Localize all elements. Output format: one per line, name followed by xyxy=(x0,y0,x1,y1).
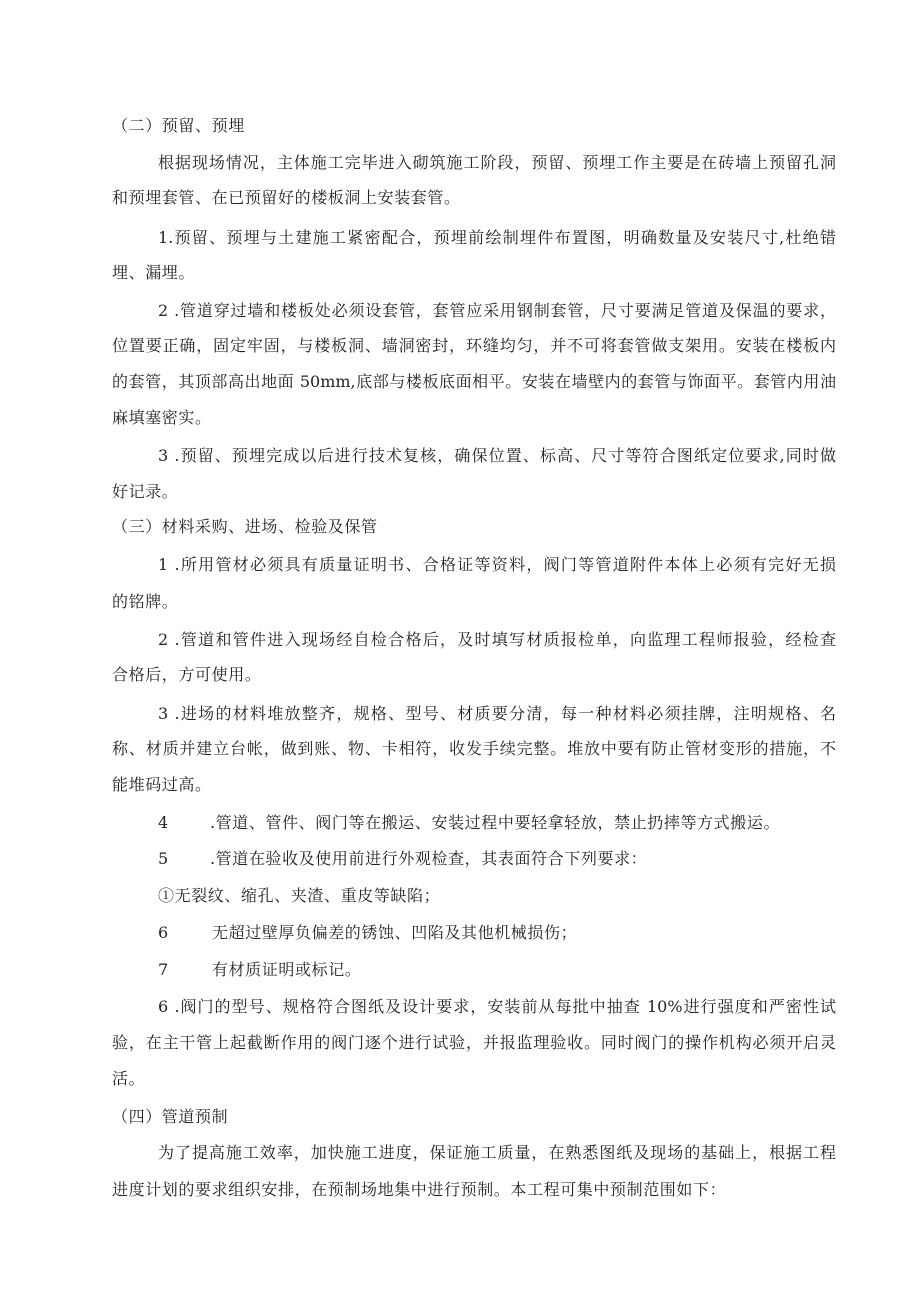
section-heading-4: （四）管道预制 xyxy=(112,1107,229,1126)
s3-requirement-3-text: 有材质证明或标记。 xyxy=(212,960,362,979)
s4-intro-line-2: 进度计划的要求组织安排，在预制场地集中进行预制。本工程可集中预制范围如下： xyxy=(112,1180,727,1199)
s4-intro-line-1: 为了提高施工效率，加快施工进度，保证施工质量，在熟悉图纸及现场的基础上，根据工程 xyxy=(158,1143,836,1162)
s2-item2-line-2: 位置要正确，固定牢固，与楼板洞、墙洞密封，环缝均匀，并不可将套管做支架用。安装在楼板内 xyxy=(112,336,836,355)
s3-requirement-2-number: 6 xyxy=(158,923,169,942)
s3-item6-line-3: 活。 xyxy=(112,1069,146,1088)
s3-requirement-2-text: 无超过壁厚负偏差的锈蚀、凹陷及其他机械损伤； xyxy=(212,923,578,942)
s3-item4-number: 4 xyxy=(158,813,169,832)
s3-requirement-3-number: 7 xyxy=(158,960,169,979)
s3-item1-line-1: 1 .所用管材必须具有质量证明书、合格证等资料，阀门等管道附件本体上必须有完好无损 xyxy=(158,555,836,574)
s3-item6-line-2: 验，在主干管上起截断作用的阀门逐个进行试验，并报监理验收。同时阀门的操作机构必须开启灵 xyxy=(112,1033,836,1052)
s3-item6-line-1: 6 .阀门的型号、规格符合图纸及设计要求，安装前从每批中抽查 10%进行强度和严密性试 xyxy=(158,997,836,1016)
s3-item3-line-2: 称、材质并建立台帐，做到账、物、卡相符，收发手续完整。堆放中要有防止管材变形的措施，不 xyxy=(112,739,836,758)
s2-item3-line-2: 好记录。 xyxy=(112,482,179,501)
section-heading-2: （二）预留、预埋 xyxy=(112,116,245,135)
s2-item1-line-2: 埋、漏埋。 xyxy=(112,263,196,282)
s3-item2-line-1: 2 .管道和管件进入现场经自检合格后，及时填写材质报检单，向监理工程师报验，经检查 xyxy=(158,630,836,649)
s3-item5-number: 5 xyxy=(158,849,169,868)
s3-item3-line-3: 能堆码过高。 xyxy=(112,775,212,794)
s3-item2-line-2: 合格后，方可使用。 xyxy=(112,665,262,684)
s3-item5-text: .管道在验收及使用前进行外观检查，其表面符合下列要求： xyxy=(210,849,648,868)
s3-item4-text: .管道、管件、阀门等在搬运、安装过程中要轻拿轻放，禁止扔摔等方式搬运。 xyxy=(210,813,781,832)
s2-item1-line-1: 1.预留、预埋与土建施工紧密配合，预埋前绘制埋件布置图，明确数量及安装尺寸,杜绝错 xyxy=(158,228,836,247)
s2-item2-line-4: 麻填塞密实。 xyxy=(112,408,212,427)
s3-requirement-1: ①无裂纹、缩孔、夹渣、重皮等缺陷； xyxy=(158,886,441,905)
s3-item3-line-1: 3 .进场的材料堆放整齐，规格、型号、材质要分清，每一种材料必须挂牌，注明规格、名 xyxy=(158,704,836,723)
s2-item3-line-1: 3 .预留、预埋完成以后进行技术复核，确保位置、标高、尺寸等符合图纸定位要求,同时做 xyxy=(158,446,836,465)
s2-item2-line-3: 的套管，其顶部高出地面 50mm,底部与楼板底面相平。安装在墙壁内的套管与饰面平。套管内用油 xyxy=(112,372,836,391)
s2-item2-line-1: 2 .管道穿过墙和楼板处必须设套管，套管应采用钢制套管，尺寸要满足管道及保温的要求， xyxy=(158,301,836,320)
s2-intro-line-1: 根据现场情况，主体施工完毕进入砌筑施工阶段，预留、预埋工作主要是在砖墙上预留孔洞 xyxy=(158,153,836,172)
s3-item1-line-2: 的铭牌。 xyxy=(112,592,179,611)
s2-intro-line-2: 和预埋套管、在已预留好的楼板洞上安装套管。 xyxy=(112,188,461,207)
section-heading-3: （三）材料采购、进场、检验及保管 xyxy=(112,517,378,536)
